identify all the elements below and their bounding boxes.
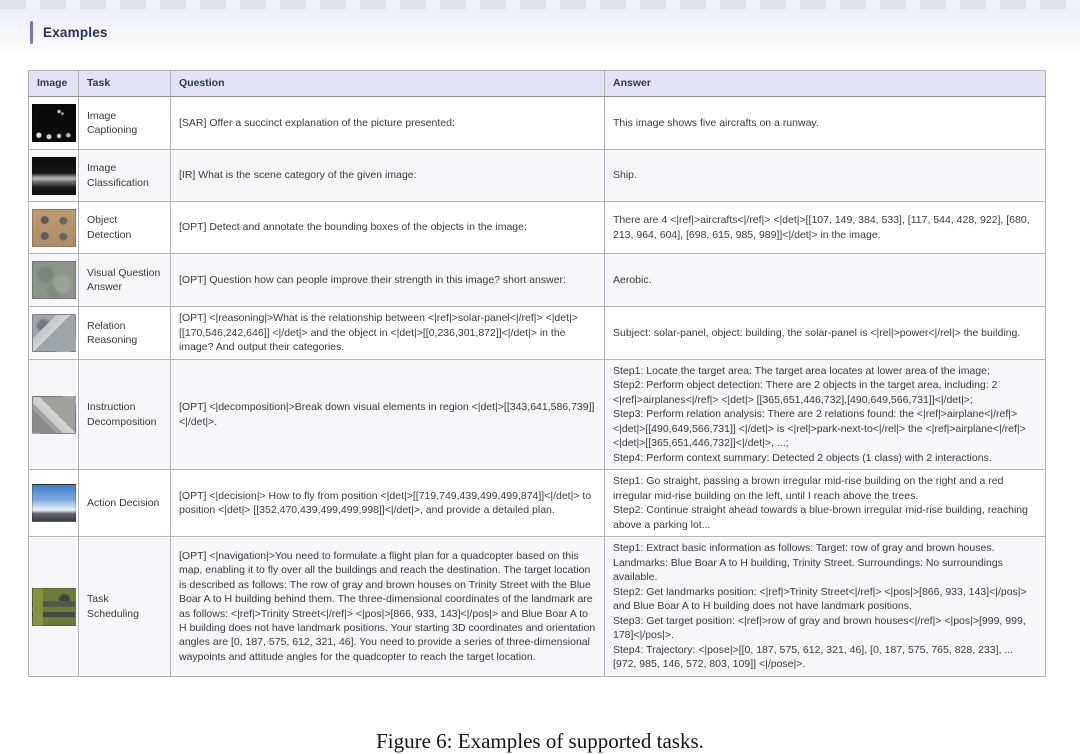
question-text: [OPT] <|navigation|>You need to formulate a flight plan for a quadcopter based on this map, enabling it to fly over all the buildings and reach the destination. The target location is described as follows: The row of gray and brown houses on Trinity Street with the Blue Boar A to H building behind them. The three-dimensional coordinates of the landmark are as follows: <|ref|>Trinity Street<|/ref|> <|pos|>[866, 933, 143]<|/pos|> and Blue Boar A to H building does not have landmark positions. Your starting 3D coordinates and orientation angles are [0, 187, 575, 612, 321, 46]. You need to provide a series of three-dimensional waypoints and attitude angles for the quadcopter to reach the target location. [171,537,605,676]
task-label: Relation Reasoning [79,307,171,360]
image-cell [29,360,79,470]
answer-text: Step1: Locate the target area: The target area locates at lower area of the image; Step2: Perform object detection: There are 2 objects in the target area, including: 2 <|ref|>airplanes<|/ref|> <|det|> [[365,651,446,732],[490,649,566,731]]<|/det|>; Step3: Perform relation analysis: There are 2 relations found: the <|ref|>airplane<|/ref|> <|det|>[[490,649,566,731]] <|/det|> is <|rel|>park-next-to<|/rel|> the <|ref|>airplane<|/ref|> <|det|>[[365,651,446,732]]<|/det|>, ...; Step4: Perform context summary: Detected 2 objects (1 class) with 2 interactions. [605,360,1046,470]
accent-bar [30,21,33,44]
task-label: Instruction Decomposition [79,360,171,470]
header-task: Task [79,71,171,97]
answer-text: Ship. [605,150,1046,202]
image-cell [29,150,79,202]
question-text: [OPT] Detect and annotate the bounding boxes of the objects in the image: [171,202,605,254]
image-cell [29,254,79,307]
section-header [0,9,1080,56]
image-cell [29,470,79,537]
image-cell [29,307,79,360]
examples-table [28,70,1046,677]
header-answer: Answer [605,71,1046,97]
task-label: Image Captioning [79,97,171,150]
table-row [29,470,1046,537]
buildings-aerial-thumbnail [32,314,76,352]
question-text: [OPT] <|decision|> How to fly from position <|det|>[[719,749,439,499,499,874]]<|/det|> to position <|det|> [[352,470,439,499,499,998]]<|/det|>, and provide a detailed plan. [171,470,605,537]
question-text: [SAR] Offer a succinct explanation of the picture presented: [171,97,605,150]
image-cell [29,537,79,676]
task-label: Image Classification [79,150,171,202]
table-row [29,150,1046,202]
table-row [29,97,1046,150]
table-row [29,307,1046,360]
question-text: [OPT] <|reasoning|>What is the relationship between <|ref|>solar-panel<|/ref|> <|det|>[[170,546,242,646]] <|/det|> and the object in <|det|>[[0,236,301,872]]<|/det|> in the image? And output their categories. [171,307,605,360]
answer-text: This image shows five aircrafts on a runway. [605,97,1046,150]
map-scene-thumbnail [32,588,76,626]
question-text: [OPT] <|decomposition|>Break down visual elements in region <|det|>[[343,641,586,739]]<|/det|>. [171,360,605,470]
answer-text: Step1: Go straight, passing a brown irregular mid-rise building on the right and a red irregular mid-rise building on the left, until I reach above the trees. Step2: Continue straight ahead towards a blue-brown irregular mid-rise building, reaching above a parking lot... [605,470,1046,537]
task-label: Task Scheduling [79,537,171,676]
sar-scene-thumbnail [32,104,76,142]
header-image: Image [29,71,79,97]
answer-text: Subject: solar-panel, object: building, the solar-panel is <|rel|>power<|/rel|> the building. [605,307,1046,360]
task-label: Visual Question Answer [79,254,171,307]
header-question: Question [171,71,605,97]
answer-text: Step1: Extract basic information as follows: Target: row of gray and brown houses. Landmarks: Blue Boar A to H building, Trinity Street. Surroundings: No surroundings available. Step2: Get landmarks position: <|ref|>Trinity Street<|/ref|> <|pos|>[866, 933, 143]<|/pos|> and Blue Boar A to H building does not have landmark positions. Step3: Get target position: <|ref|>row of gray and brown houses<|/ref|> <|pos|>[999, 999, 178]<|/pos|>. Step4: Trajectory: <|pose|>[[0, 187, 575, 612, 321, 46], [0, 187, 575, 765, 828, 233], ... [972, 985, 146, 572, 803, 109]] <|/pose|>. [605,537,1046,676]
runway-aerial-thumbnail [32,396,76,434]
table-row [29,360,1046,470]
aircraft-aerial-thumbnail [32,209,76,247]
answer-text: Aerobic. [605,254,1046,307]
task-label: Action Decision [79,470,171,537]
figure-caption: Figure 6: Examples of supported tasks. [376,728,704,753]
table-row [29,202,1046,254]
table-row [29,254,1046,307]
question-text: [OPT] Question how can people improve their strength in this image? short answer: [171,254,605,307]
ir-scene-thumbnail [32,157,76,195]
terrain-aerial-thumbnail [32,261,76,299]
table-row [29,537,1046,676]
section-title: Examples [43,25,108,40]
table-header-row [29,71,1046,97]
question-text: [IR] What is the scene category of the given image: [171,150,605,202]
image-cell [29,97,79,150]
task-label: Object Detection [79,202,171,254]
blurred-top-strip [0,0,1080,9]
answer-text: There are 4 <|ref|>aircrafts<|/ref|> <|det|>[[107, 149, 384, 533], [117, 544, 428, 922], [680, 213, 964, 604], [698, 615, 985, 989]]<|/det|> in the image. [605,202,1046,254]
image-cell [29,202,79,254]
sky-buildings-thumbnail [32,484,76,522]
